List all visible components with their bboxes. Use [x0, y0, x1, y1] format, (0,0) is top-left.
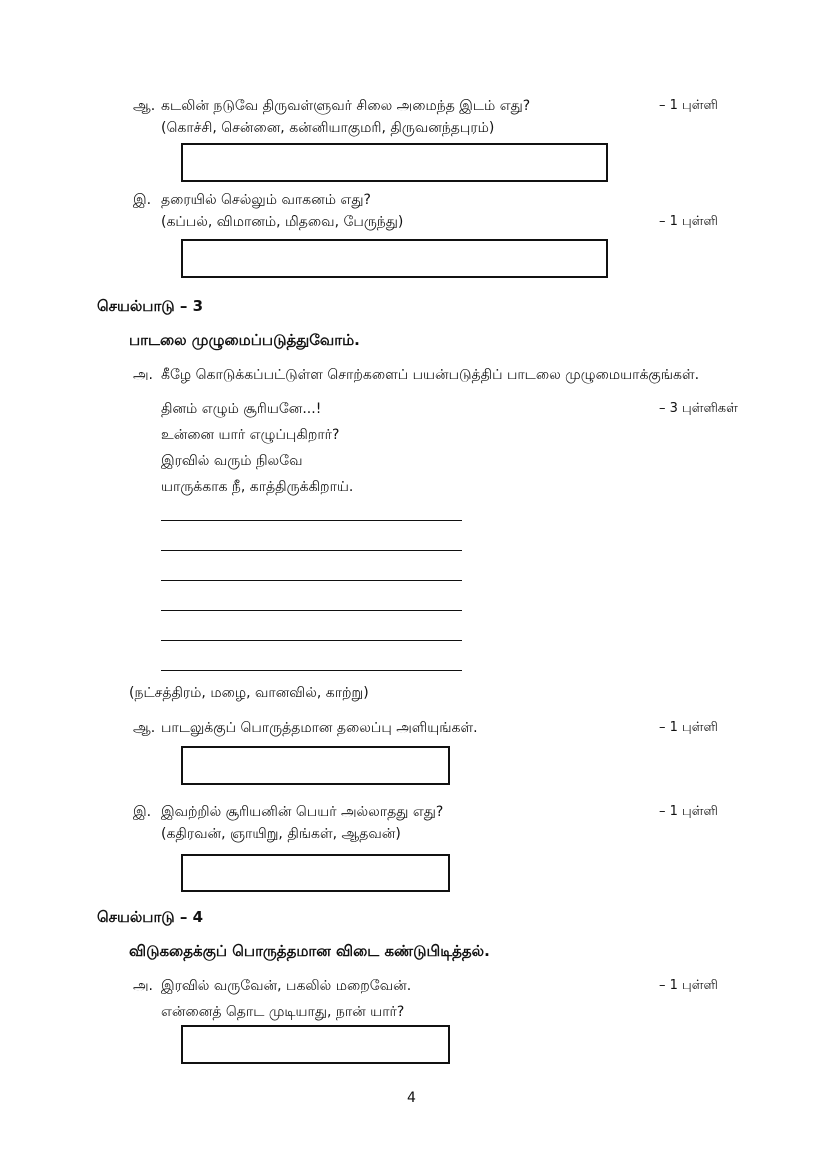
- points-label: – 1 புள்ளி: [659, 978, 718, 993]
- question-text: இவற்றில் சூரியனின் பெயர் அல்லாதது எது?: [161, 804, 444, 820]
- question-label: இ.: [133, 804, 152, 820]
- answer-box[interactable]: [181, 854, 450, 892]
- activity-subheading: பாடலை முழுமைப்படுத்துவோம்.: [129, 331, 360, 349]
- answer-box[interactable]: [181, 239, 608, 278]
- question-text: தரையில் செல்லும் வாகனம் எது?: [161, 192, 371, 208]
- poem-line: தினம் எழும் சூரியனே...!: [161, 401, 322, 417]
- riddle-line: இரவில் வருவேன், பகலில் மறைவேன்.: [161, 978, 412, 994]
- answer-box[interactable]: [181, 746, 450, 785]
- answer-options: (கப்பல், விமானம், மிதவை, பேருந்து): [161, 214, 404, 230]
- answer-box[interactable]: [181, 1025, 450, 1064]
- question-label: ஆ.: [133, 98, 156, 114]
- answer-options: (கொச்சி, சென்னை, கன்னியாகுமரி, திருவனந்தபுரம்): [161, 120, 495, 136]
- writing-line[interactable]: [161, 640, 462, 641]
- answer-options: (கதிரவன், ஞாயிறு, திங்கள், ஆதவன்): [161, 826, 401, 842]
- question-label: அ.: [133, 978, 154, 994]
- poem-line: யாருக்காக நீ, காத்திருக்கிறாய்.: [161, 479, 354, 495]
- points-label: – 1 புள்ளி: [659, 720, 718, 735]
- activity-heading: செயல்பாடு – 4: [97, 908, 204, 926]
- writing-line[interactable]: [161, 610, 462, 611]
- question-text: கடலின் நடுவே திருவள்ளுவர் சிலை அமைந்த இடம் எது?: [161, 98, 531, 114]
- writing-line[interactable]: [161, 520, 462, 521]
- question-label: இ.: [133, 192, 152, 208]
- poem-line: இரவில் வரும் நிலவே: [161, 453, 303, 469]
- question-text: கீழே கொடுக்கப்பட்டுள்ள சொற்களைப் பயன்படுத்திப் பாடலை முழுமையாக்குங்கள்.: [161, 367, 700, 383]
- question-label: ஆ.: [133, 720, 156, 736]
- word-bank: (நட்சத்திரம், மழை, வானவில், காற்று): [129, 685, 369, 701]
- question-text: பாடலுக்குப் பொருத்தமான தலைப்பு அளியுங்கள்.: [161, 720, 478, 736]
- answer-box[interactable]: [181, 143, 608, 182]
- points-label: – 1 புள்ளி: [659, 214, 718, 229]
- activity-heading: செயல்பாடு – 3: [97, 297, 204, 315]
- poem-line: உன்னை யார் எழுப்புகிறார்?: [161, 427, 340, 443]
- points-label: – 1 புள்ளி: [659, 98, 718, 113]
- writing-line[interactable]: [161, 580, 462, 581]
- activity-subheading: விடுகதைக்குப் பொருத்தமான விடை கண்டுபிடித்தல்.: [129, 942, 490, 960]
- points-label: – 3 புள்ளிகள்: [659, 401, 738, 416]
- page-number: 4: [407, 1090, 416, 1106]
- writing-line[interactable]: [161, 550, 462, 551]
- writing-line[interactable]: [161, 670, 462, 671]
- points-label: – 1 புள்ளி: [659, 804, 718, 819]
- riddle-line: என்னைத் தொட முடியாது, நான் யார்?: [161, 1004, 405, 1020]
- question-label: அ.: [133, 367, 154, 383]
